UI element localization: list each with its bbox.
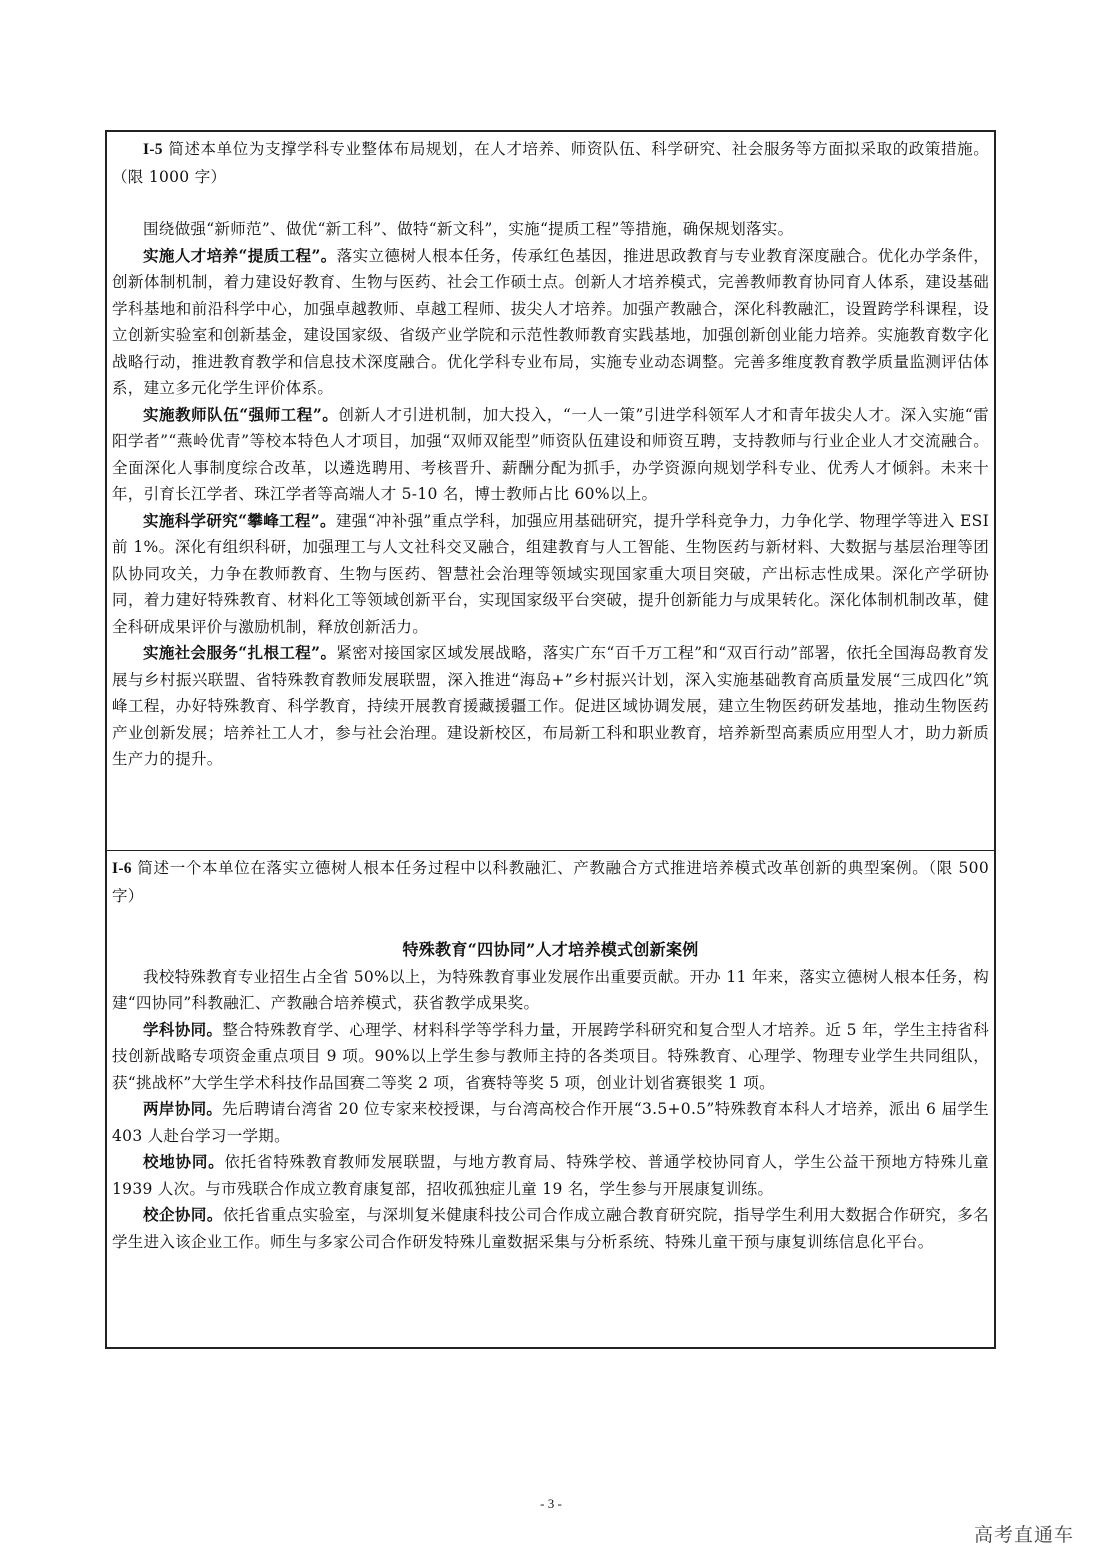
question-i5	[112, 136, 989, 190]
body-paragraph	[112, 1202, 989, 1255]
paragraph-text: 创新人才引进机制，加大投入，“一人一策”引进学科领军人才和青年拔尖人才。深入实施“雷阳学者”“燕岭优青”等校本特色人才项目，加强“双师双能型”师资队伍建设和师资互聘，支持教师与行业企业人才交流融合。全面深化人事制度综合改革，以遴选聘用、考核晋升、薪酬分配为抓手，办学资源向规划学科专业、优秀人才倾斜。未来十年，引育长江学者、珠江学者等高端人才 5-10 名，博士教师占比 60%以上。	[112, 405, 990, 503]
body-paragraph	[112, 640, 989, 773]
page-number: - 3 -	[540, 1496, 562, 1511]
paragraph-text: 先后聘请台湾省 20 位专家来校授课，与台湾高校合作开展“3.5+0.5”特殊教育本科人才培养，派出 6 届学生 403 人赴台学习一学期。	[112, 1100, 989, 1145]
question-id: I-5	[143, 141, 163, 158]
body-paragraph	[112, 1149, 989, 1202]
body-paragraph	[112, 1096, 989, 1149]
intro-paragraph: 围绕做强“新师范”、做优“新工科”、做特“新文科”，实施“提质工程”等措施，确保规划落实。	[143, 220, 794, 238]
paragraph-heading: 学科协同。	[143, 1019, 223, 1039]
paragraph-text: 紧密对接国家区域发展战略，落实广东“百千万工程”和“双百行动”部署，依托全国海岛教育发展与乡村振兴联盟、省特殊教育教师发展联盟，深入推进“海岛+”乡村振兴计划，深入实施基础教育高质量发展“三成四化”筑峰工程，办好特殊教育、科学教育，持续开展教育援藏援疆工作。促进区域协调发展，建立生物医药研发基地，推动生物医药产业创新发展；培养社工人才，参与社会治理。建设新校区，布局新工科和职业教育，培养新型高素质应用型人才，助力新质生产力的提升。	[112, 644, 989, 768]
paragraph-heading: 两岸协同。	[143, 1099, 223, 1118]
watermark: 高考直通车	[973, 1524, 1074, 1546]
paragraph-heading: 实施社会服务“扎根工程”。	[143, 643, 337, 662]
paragraph-heading: 校企协同。	[143, 1205, 223, 1224]
paragraph-heading: 实施教师队伍“强师工程”。	[143, 404, 339, 424]
question-text: 简述一个本单位在落实立德树人根本任务过程中以科教融汇、产教融合方式推进培养模式改革创新的典型案例。（限 500 字）	[112, 859, 989, 905]
body-paragraph	[112, 508, 989, 641]
section-i6	[107, 850, 994, 1347]
section-i5	[107, 132, 994, 850]
paragraph-text: 依托省重点实验室，与深圳复米健康科技公司合作成立融合教育研究院，指导学生利用大数据合作研究，多名学生进入该企业工作。师生与多家公司合作研发特殊儿童数据采集与分析系统、特殊儿童干预与康复训练信息化平台。	[112, 1206, 989, 1251]
body-paragraph	[112, 243, 989, 402]
form-table	[105, 130, 996, 1349]
question-i6	[112, 855, 989, 909]
body-paragraph	[112, 402, 989, 508]
body-paragraph	[112, 1017, 989, 1097]
question-id: I-6	[112, 860, 132, 877]
paragraph-text: 落实立德树人根本任务，传承红色基因，推进思政教育与专业教育深度融合。优化办学条件，创新体制机制，着力建设好教育、生物与医药、社会工作硕士点。创新人才培养模式，完善教师教育协同育人体系，建设基础学科基地和前沿科学中心，加强卓越教师、卓越工程师、拔尖人才培养。加强产教融合，深化科教融汇，设置跨学科课程，设立创新实验室和创新基金，建设国家级、省级产业学院和示范性教师教育实践基地，加强创新创业能力培养。实施教育数字化战略行动，推进教育教学和信息技术深度融合。优化学科专业布局，实施专业动态调整。完善多维度教育教学质量监测评估体系，建立多元化学生评价体系。	[112, 246, 989, 397]
paragraph-text: 整合特殊教育学、心理学、材料科学等学科力量，开展跨学科研究和复合型人才培养。近 5 年，学生主持省科技创新战略专项资金重点项目 9 项。90%以上学生参与教师主持的各类项目。特殊教育、心理学、物理专业学生共同组队，获“挑战杯”大学生学术科技作品国赛二等奖 2 项，省赛特等奖 5 项，创业计划省赛银奖 1 项。	[112, 1020, 989, 1092]
paragraph-heading: 实施人才培养“提质工程”。	[143, 245, 337, 265]
paragraph-text: 依托省特殊教育教师发展联盟，与地方教育局、特殊学校、普通学校协同育人，学生公益干预地方特殊儿童 1939 人次。与市残联合作成立教育康复部，招收孤独症儿童 19 名，学生参与开展康复训练。	[112, 1153, 989, 1198]
paragraph-text: 建强“冲补强”重点学科，加强应用基础研究，提升学科竞争力，力争化学、物理学等进入 ESI 前 1%。深化有组织科研，加强理工与人文社科交叉融合，组建教育与人工智能、生物医药与新材料、大数据与基层治理等团队协同攻关，力争在教师教育、生物与医药、智慧社会治理等领域实现国家重大项目突破，产出标志性成果。深化产学研协同，着力建好特殊教育、材料化工等领域创新平台，实现国家级平台突破，提升创新能力与成果转化。深化体制机制改革，健全科研成果评价与激励机制，释放创新活力。	[112, 511, 989, 636]
question-text: 简述本单位为支撑学科专业整体布局规划，在人才培养、师资队伍、科学研究、社会服务等方面拟采取的政策措施。（限 1000 字）	[112, 140, 989, 186]
paragraph-heading: 实施科学研究“攀峰工程”。	[143, 510, 336, 530]
case-title: 特殊教育“四协同”人才培养模式创新案例	[402, 940, 699, 959]
paragraph-heading: 校地协同。	[143, 1152, 225, 1171]
intro-paragraph: 我校特殊教育专业招生占全省 50%以上，为特殊教育事业发展作出重要贡献。开办 11 年来，落实立德树人根本任务，构建“四协同”科教融汇、产教融合培养模式，获省教学成果奖。	[112, 967, 989, 1012]
